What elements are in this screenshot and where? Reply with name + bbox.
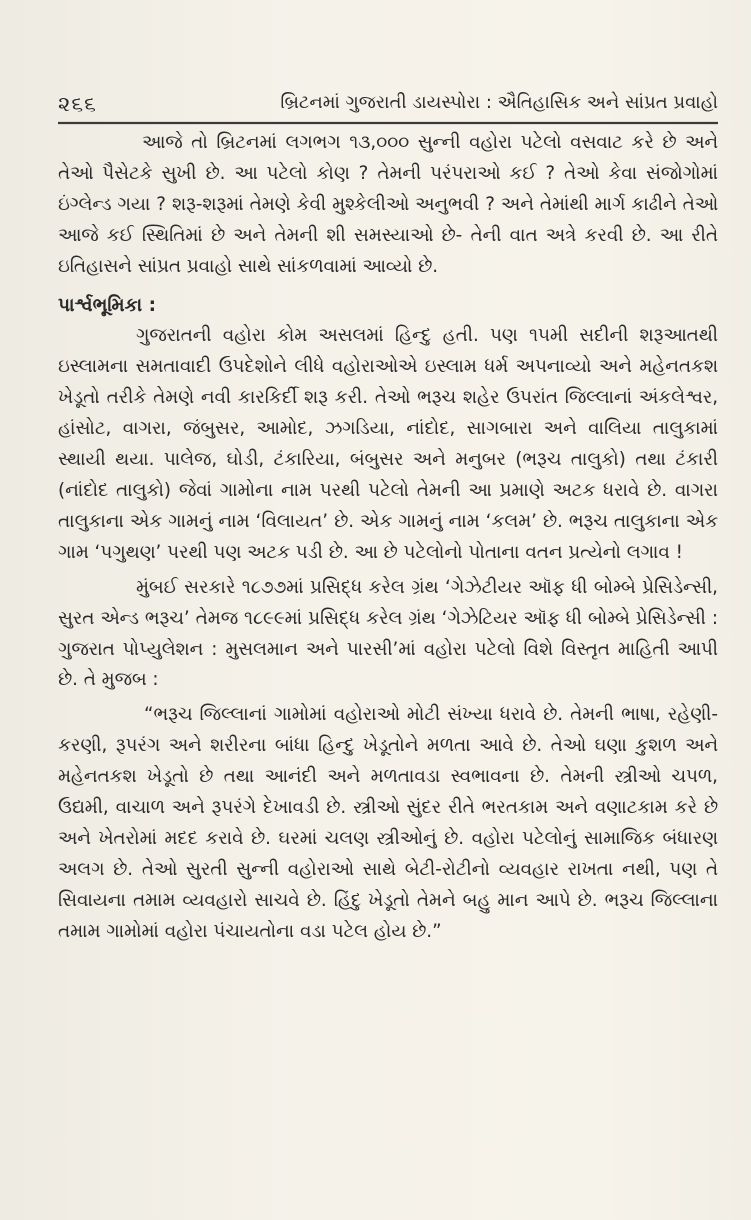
running-title: બ્રિટનમાં ગુજરાતી ડાયસ્પોરા : ઐતિહાસિક અને સાંપ્રત પ્રવાહો	[280, 92, 718, 113]
page-number: ૨૬૬	[58, 92, 97, 116]
page-body	[58, 128, 718, 948]
gazetteer-paragraph: મુંબઈ સરકારે ૧૮૭૭માં પ્રસિદ્ધ કરેલ ગ્રંથ ‘ગેઝેટીયર ઑફ ધી બોમ્બે પ્રેસિડેન્સી, સુરત એન્ડ ભરૂચ’ તેમજ ૧૮૯૯માં પ્રસિદ્ધ કરેલ ગ્રંથ ‘ગેઝેટિયર ઑફ ધી બોમ્બે પ્રેસિડેન્સી : ગુજરાત પોપ્યુલેશન : મુસલમાન અને પારસી’માં વહોરા પટેલો વિશે વિસ્તૃત માહિતી આપી છે. તે મુજબ :	[58, 576, 718, 691]
header-rule	[58, 121, 718, 125]
intro-paragraph: આજે તો બ્રિટનમાં લગભગ ૧૩,૦૦૦ સુન્ની વહોરા પટેલો વસવાટ કરે છે અને તેઓ પૈસેટકે સુખી છે. આ પટેલો કોણ ? તેમની પરંપરાઓ કઈ ? તેઓ કેવા સંજોગોમાં ઇંગ્લેન્ડ ગયા ? શરૂ-શરૂમાં તેમણે કેવી મુશ્કેલીઓ અનુભવી ? અને તેમાંથી માર્ગ કાઢીને તેઓ આજે કઈ સ્થિતિમાં છે અને તેમની શી સમસ્યાઓ છે- તેની વાત અત્રે કરવી છે. આ રીતે ઇતિહાસને સાંપ્રત પ્રવાહો સાથે સાંકળવામાં આવ્યો છે.	[58, 132, 718, 277]
quote-paragraph: “ભરૂચ જિલ્લાનાં ગામોમાં વહોરાઓ મોટી સંખ્યા ધરાવે છે. તેમની ભાષા, રહેણી-કરણી, રૂપરંગ અને શરીરના બાંધા હિન્દુ ખેડૂતોને મળતા આવે છે. તેઓ ઘણા કુશળ અને મહેનતકશ ખેડૂતો છે તથા આનંદી અને મળતાવડા સ્વભાવના છે. તેમની સ્ત્રીઓ ચપળ, ઉદ્યમી, વાચાળ અને રૂપરંગે દેખાવડી છે. સ્ત્રીઓ સુંદર રીતે ભરતકામ અને વણાટકામ કરે છે અને ખેતરોમાં મદદ કરાવે છે. ઘરમાં ચલણ સ્ત્રીઓનું છે. વહોરા પટેલોનું સામાજિક બંધારણ અલગ છે. તેઓ સુરતી સુન્ની વહોરાઓ સાથે બેટી-રોટીનો વ્યવહાર રાખતા નથી, પણ તે સિવાયના તમામ વ્યવહારો સાચવે છે. હિંદુ ખેડૂતો તેમને બહુ માન આપે છે. ભરૂચ જિલ્લાના તમામ ગામોમાં વહોરા પંચાયતોના વડા પટેલ હોય છે.”	[58, 704, 718, 942]
page-header	[58, 86, 718, 120]
background-paragraph: ગુજરાતની વહોરા કોમ અસલમાં હિન્દુ હતી. પણ ૧૫મી સદીની શરૂઆતથી ઇસ્લામના સમતાવાદી ઉપદેશોને લીધે વહોરાઓએ ઇસ્લામ ધર્મ અપનાવ્યો અને મહેનતકશ ખેડૂતો તરીકે તેમણે નવી કારકિર્દી શરૂ કરી. તેઓ ભરૂચ શહેર ઉપરાંત જિલ્લાનાં અંકલેશ્વર, હાંસોટ, વાગરા, જંબુસર, આમોદ, ઝગડિયા, નાંદોદ, સાગબારા અને વાલિયા તાલુકામાં સ્થાયી થયા. પાલેજ, ઘોડી, ટંકારિયા, બંબુસર અને મનુબર (ભરૂચ તાલુકો) તથા ટંકારી (નાંદોદ તાલુકો) જેવાં ગામોના નામ પરથી પટેલો તેમની આ પ્રમાણે અટક ધરાવે છે. વાગરા તાલુકાના એક ગામનું નામ ‘વિલાયત’ છે. એક ગામનું નામ ‘કલમ’ છે. ભરૂચ તાલુકાના એક ગામ ‘પગુથણ’ પરથી પણ અટક પડી છે. આ છે પટેલોનો પોતાના વતન પ્રત્યેનો લગાવ !	[58, 325, 718, 563]
section-heading: પાર્શ્વભૂમિકા :	[58, 294, 157, 316]
